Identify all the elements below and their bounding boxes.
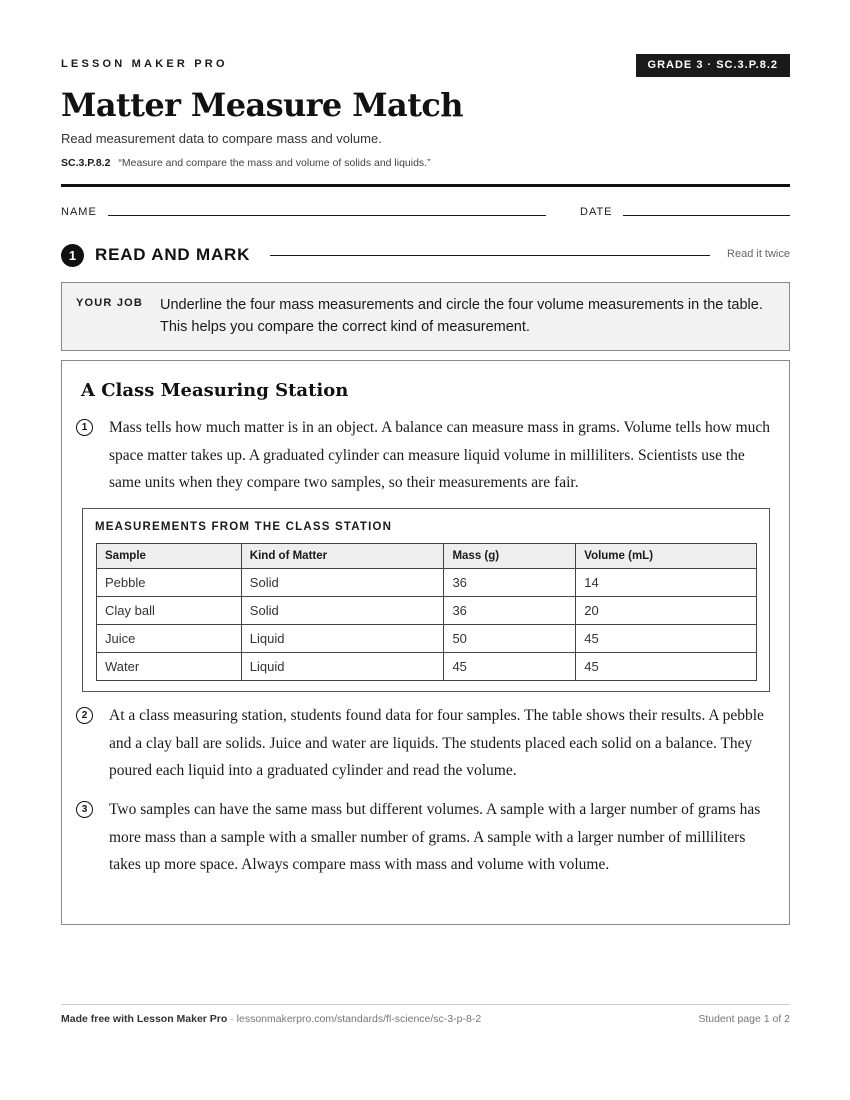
table-row — [97, 653, 757, 681]
footer-credit — [61, 1013, 481, 1025]
kind-cell: Solid — [241, 597, 444, 625]
section-divider — [270, 255, 710, 256]
standard-line — [61, 157, 431, 169]
table-title: MEASUREMENTS FROM THE CLASS STATION — [95, 521, 393, 533]
page-title: Matter Measure Match — [61, 86, 463, 124]
section-title: READ AND MARK — [95, 245, 251, 264]
grade-badge: GRADE 3 · SC.3.P.8.2 — [636, 54, 790, 77]
column-header: Mass (g) — [444, 544, 576, 569]
footer-made-with: Made free with Lesson Maker Pro — [61, 1013, 228, 1025]
mass-cell[interactable]: 50 — [444, 625, 576, 653]
paragraph-text: Two samples can have the same mass but different volumes. A sample with a larger number of grams has more mass than a sample with a smaller number of grams. A sample with a larger number of milliliters takes up more space. Always compare mass with mass and volume with volume. — [109, 801, 761, 873]
paragraph-number: 2 — [76, 707, 93, 724]
measurements-table — [96, 543, 757, 681]
mass-cell[interactable]: 36 — [444, 569, 576, 597]
instructions-text: Underline the four mass measurements and circle the four volume measurements in the table. This helps you compare the correct kind of measurement. — [160, 297, 763, 335]
footer-divider — [61, 1004, 790, 1005]
volume-cell[interactable]: 20 — [576, 597, 757, 625]
mass-cell[interactable]: 45 — [444, 653, 576, 681]
section-header — [61, 243, 790, 269]
date-label: DATE — [580, 206, 613, 218]
table-header-row — [97, 544, 757, 569]
sample-cell: Pebble — [97, 569, 242, 597]
footer-page-number: Student page 1 of 2 — [698, 1013, 790, 1025]
section-number-badge: 1 — [61, 244, 84, 267]
reading-passage — [61, 360, 790, 925]
passage-title: A Class Measuring Station — [81, 380, 349, 401]
table-row — [97, 625, 757, 653]
name-field[interactable] — [108, 215, 546, 216]
paragraph-number: 1 — [76, 419, 93, 436]
paragraph-number: 3 — [76, 801, 93, 818]
kind-cell: Liquid — [241, 625, 444, 653]
column-header: Volume (mL) — [576, 544, 757, 569]
mass-cell[interactable]: 36 — [444, 597, 576, 625]
instructions-label: YOUR JOB — [76, 297, 144, 309]
kind-cell: Solid — [241, 569, 444, 597]
column-header: Kind of Matter — [241, 544, 444, 569]
name-label: NAME — [61, 206, 97, 218]
instructions-box — [61, 282, 790, 351]
sample-cell: Juice — [97, 625, 242, 653]
column-header: Sample — [97, 544, 242, 569]
volume-cell[interactable]: 45 — [576, 625, 757, 653]
data-table-box — [82, 508, 770, 692]
section-hint: Read it twice — [727, 248, 790, 260]
brand-name: LESSON MAKER PRO — [61, 58, 228, 70]
standard-text: “Measure and compare the mass and volume of solids and liquids.” — [118, 157, 431, 169]
paragraph-text: Mass tells how much matter is in an object. A balance can measure mass in grams. Volume tells how much space matter takes up. A graduated cylinder can measure liquid volume in milliliters. Scientists use the same units when they compare two samples, so their measurements are fair. — [109, 419, 771, 491]
footer-url[interactable]: · lessonmakerpro.com/standards/fl-science/sc-3-p-8-2 — [227, 1013, 482, 1025]
sample-cell: Water — [97, 653, 242, 681]
sample-cell: Clay ball — [97, 597, 242, 625]
standard-code: SC.3.P.8.2 — [61, 157, 111, 169]
table-row — [97, 597, 757, 625]
volume-cell[interactable]: 14 — [576, 569, 757, 597]
volume-cell[interactable]: 45 — [576, 653, 757, 681]
table-row — [97, 569, 757, 597]
kind-cell: Liquid — [241, 653, 444, 681]
header-divider — [61, 184, 790, 187]
date-field[interactable] — [623, 215, 790, 216]
paragraph-text: At a class measuring station, students found data for four samples. The table shows their results. A pebble and a clay ball are solids. Juice and water are liquids. The students placed each solid on a balance. They poured each liquid into a graduated cylinder and read the volume. — [109, 707, 764, 779]
page-subtitle: Read measurement data to compare mass and volume. — [61, 131, 382, 146]
